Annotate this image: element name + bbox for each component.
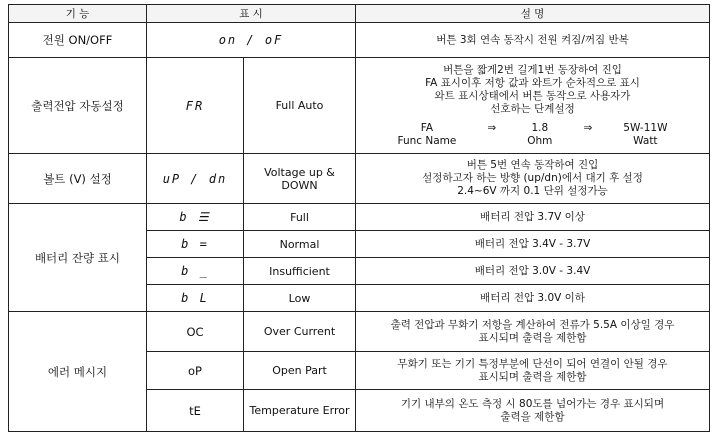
desc-auto-line: 버튼을 짧게2번 길게1번 동장하여 진입 [443, 63, 622, 76]
label-battery: Insufficient [244, 258, 356, 285]
desc-battery: 배터리 전압 3.7V 이상 [356, 204, 710, 231]
desc-battery: 배터리 전압 3.4V - 3.7V [356, 231, 710, 258]
desc-error-line: 기기 내부의 온도 측정 시 80도를 넘어가는 경우 표시되며 [400, 397, 665, 410]
row-power [9, 23, 710, 58]
arrow-icon: ⇒ [487, 121, 497, 134]
fa-value: FA [420, 121, 434, 134]
fa-example [398, 122, 668, 148]
code-error: OC [147, 312, 244, 352]
desc-error-line: 표시되며 출력을 제한함 [478, 331, 587, 344]
header-row [9, 5, 710, 23]
desc-volt-line: 설정하고자 하는 방향 (up/dn)에서 대기 후 설정 [422, 172, 643, 184]
desc-auto-line: 선호하는 단계설정 [490, 102, 575, 115]
label-battery: Full [244, 204, 356, 231]
desc-error-line: 무화기 또는 기기 특정부분에 단선이 되어 연결이 안될 경우 [397, 357, 668, 370]
func-volt: 볼트 (V) 설정 [9, 154, 147, 204]
header-description: 설 명 [356, 5, 710, 23]
row-auto [9, 58, 710, 154]
desc-error-line: 출력 전압과 무화기 저항을 계산하여 전류가 5.5A 이상일 경우 [390, 318, 675, 331]
desc-volt-line: 버튼 5번 연속 동작하여 진입 [466, 159, 599, 171]
row-battery-full [9, 204, 710, 231]
display-battery: b ☰ [147, 204, 244, 231]
func-auto: 출력전압 자동설정 [9, 58, 147, 154]
label-error: Open Part [244, 352, 356, 390]
func-battery: 배터리 잔량 표시 [9, 204, 147, 312]
label-volt: Voltage up & DOWN [244, 154, 356, 204]
header-function: 기 능 [9, 5, 147, 23]
desc-error-line: 표시되며 출력을 제한함 [478, 370, 587, 383]
arrow-icon: ⇒ [583, 121, 593, 134]
func-error: 에러 메시지 [9, 312, 147, 432]
header-display: 표 시 [147, 5, 356, 23]
desc-battery: 배터리 전압 3.0V - 3.4V [356, 258, 710, 285]
row-volt [9, 154, 710, 204]
desc-battery: 배터리 전압 3.0V 이하 [356, 285, 710, 312]
watt-value: 5W-11W [623, 121, 668, 134]
desc-auto-line: FA 표시이후 저항 값과 와트가 순차적으로 표시 [425, 76, 640, 89]
desc-error [356, 312, 710, 352]
display-volt: uP / dn [147, 154, 244, 204]
display-power: on / oF [147, 23, 356, 58]
row-error-oc [9, 312, 710, 352]
ohm-value: 1.8 [531, 121, 549, 134]
desc-volt-line: 2.4~6V 까지 0.1 단위 설정가능 [457, 185, 608, 197]
display-battery: b L [147, 285, 244, 312]
desc-error [356, 352, 710, 390]
display-battery: b = [147, 231, 244, 258]
desc-error-line: 출력을 제한함 [500, 410, 565, 423]
func-power: 전원 ON/OFF [9, 23, 147, 58]
desc-power: 버튼 3회 연속 동작시 전원 켜짐/꺼짐 반복 [356, 23, 710, 58]
label-auto: Full Auto [244, 58, 356, 154]
ohm-label: Ohm [527, 134, 553, 147]
label-error: Temperature Error [244, 390, 356, 432]
fa-label: Func Name [397, 134, 457, 147]
spec-table [8, 4, 710, 432]
label-error: Over Current [244, 312, 356, 352]
label-battery: Normal [244, 231, 356, 258]
desc-volt [356, 154, 710, 204]
desc-auto [356, 58, 710, 154]
desc-auto-line: 와트 표시상태에서 버튼 동작으로 사용자가 [434, 89, 631, 102]
display-auto: FR [147, 58, 244, 154]
watt-label: Watt [633, 134, 658, 147]
label-battery: Low [244, 285, 356, 312]
desc-error [356, 390, 710, 432]
display-battery: b _ [147, 258, 244, 285]
code-error: oP [147, 352, 244, 390]
code-error: tE [147, 390, 244, 432]
